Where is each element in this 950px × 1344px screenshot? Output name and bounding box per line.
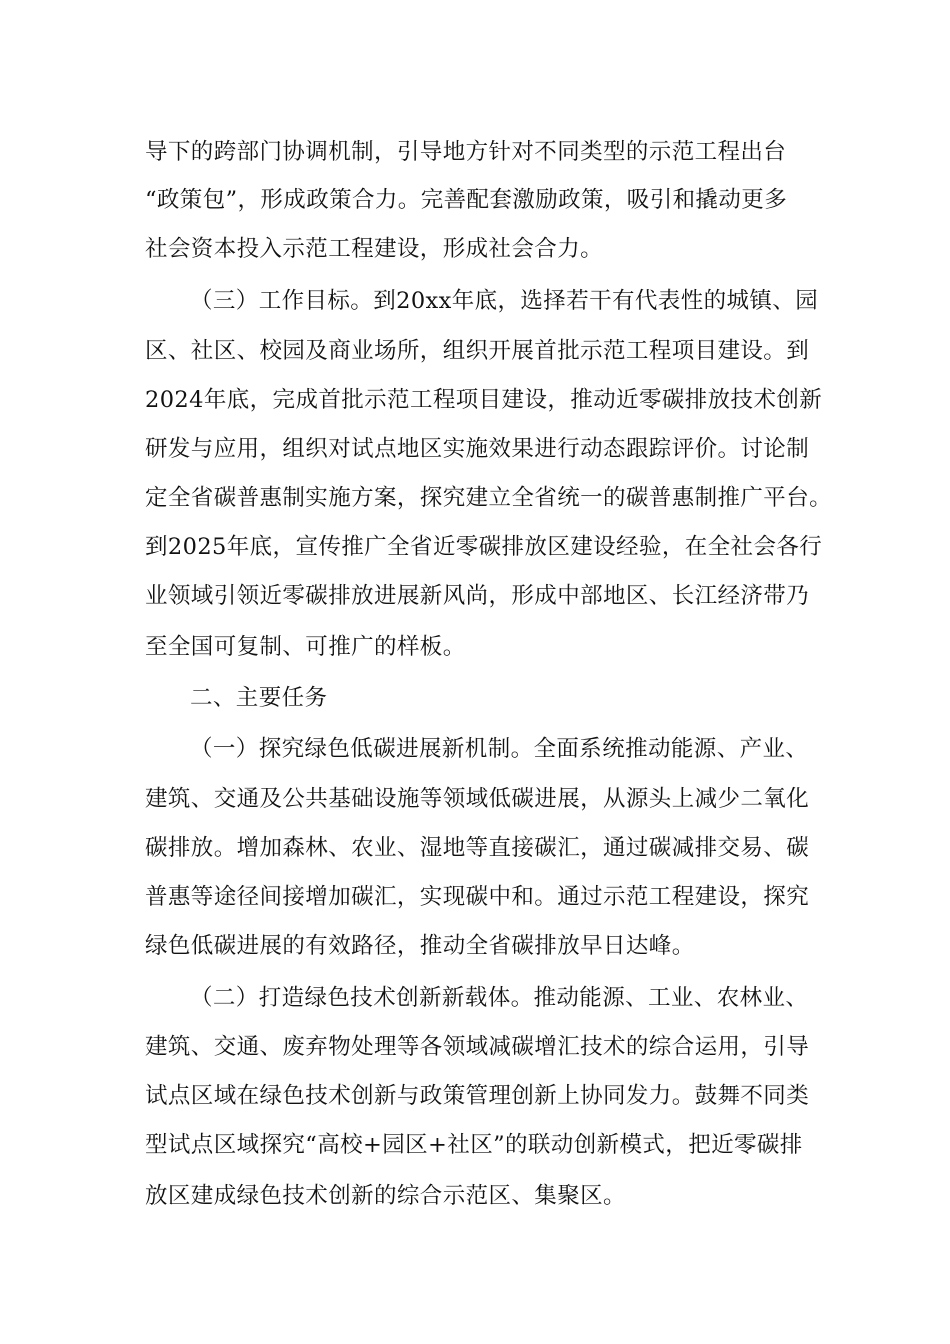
text-line: 至全国可复制、可推广的样板。 <box>145 634 466 660</box>
text-line: （二）打造绿色技术创新新载体。推动能源、工业、农林业、 <box>190 985 809 1011</box>
text-line: 到2025年底，宣传推广全省近零碳排放区建设经验，在全社会各行 <box>145 534 823 560</box>
text-line: 普惠等途径间接增加碳汇，实现碳中和。通过示范工程建设，探究 <box>145 884 810 910</box>
text-line: 放区建成绿色技术创新的综合示范区、集聚区。 <box>145 1183 626 1209</box>
text-line: 2024年底，完成首批示范工程项目建设，推动近零碳排放技术创新 <box>145 387 823 413</box>
text-line: 建筑、交通及公共基础设施等领域低碳进展，从源头上减少二氧化 <box>145 786 810 812</box>
text-line: 绿色低碳进展的有效路径，推动全省碳排放早日达峰。 <box>145 933 695 959</box>
text-line: 型试点区域探究“高校+园区+社区”的联动创新模式，把近零碳排 <box>145 1132 803 1158</box>
text-line: 研发与应用，组织对试点地区实施效果进行动态跟踪评价。讨论制 <box>145 436 810 462</box>
text-line: 导下的跨部门协调机制，引导地方针对不同类型的示范工程出台 <box>145 139 787 165</box>
text-line: 建筑、交通、废弃物处理等各领域减碳增汇技术的综合运用，引导 <box>145 1034 810 1060</box>
text-line: 试点区域在绿色技术创新与政策管理创新上协同发力。鼓舞不同类 <box>145 1083 810 1109</box>
text-line: 碳排放。增加森林、农业、湿地等直接碳汇，通过碳减排交易、碳 <box>145 835 810 861</box>
text-line: 区、社区、校园及商业场所，组织开展首批示范工程项目建设。到 <box>145 338 810 364</box>
text-line: “政策包”，形成政策合力。完善配套激励政策，吸引和撬动更多 <box>145 187 788 213</box>
section-heading: 二、主要任务 <box>190 685 328 711</box>
text-line: （一）探究绿色低碳进展新机制。全面系统推动能源、产业、 <box>190 736 809 762</box>
text-line: 业领域引领近零碳排放进展新风尚，形成中部地区、长江经济带乃 <box>145 583 810 609</box>
text-line: 社会资本投入示范工程建设，形成社会合力。 <box>145 236 604 262</box>
text-line: 定全省碳普惠制实施方案，探究建立全省统一的碳普惠制推广平台。 <box>145 485 833 511</box>
text-line: （三）工作目标。到20xx年底，选择若干有代表性的城镇、园 <box>190 288 819 314</box>
